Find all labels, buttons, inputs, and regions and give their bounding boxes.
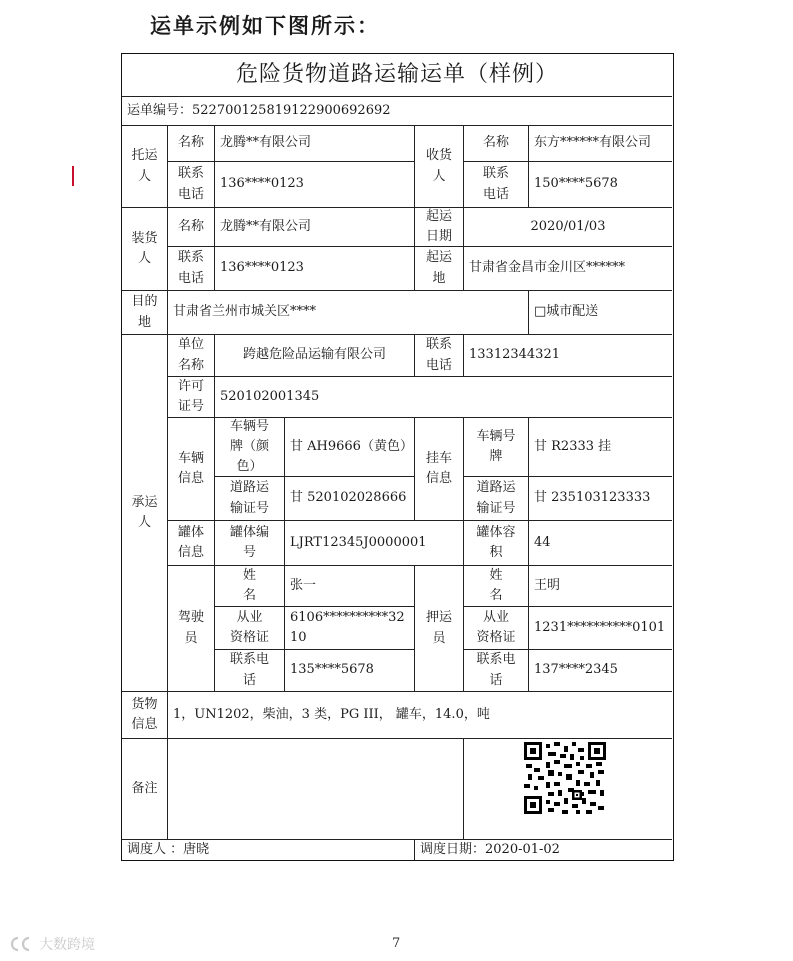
loader-phone: 136****0123 [215,247,415,291]
permit-label: 许可 证号 [168,377,215,418]
trailer-cert-value: 甘 235103123333 [529,477,672,521]
departure-place-label: 起运 地 [415,247,464,291]
city-delivery-checkbox: □城市配送 [529,291,672,335]
consignee-name: 东方******有限公司 [529,126,672,162]
goods-label: 货物 信息 [122,692,168,739]
plate-value: 甘 AH9666（黄色） [285,418,415,477]
destination-value: 甘肃省兰州市城关区**** [168,291,529,335]
consignor-name-label: 名称 [168,126,215,162]
tank-info-label: 罐体 信息 [168,521,215,566]
page-number: 7 [392,936,401,951]
qr-code-icon [524,742,606,814]
margin-red-mark [72,166,74,186]
departure-place: 甘肃省金昌市金川区****** [464,247,672,291]
departure-date-label: 起运 日期 [415,208,464,247]
consignee-name-label: 名称 [464,126,529,162]
consignee-phone-label: 联系 电话 [464,162,529,208]
consignor-phone-label: 联系 电话 [168,162,215,208]
waybill-form [121,53,674,861]
consignor-phone: 136****0123 [215,162,415,208]
driver-label: 驾驶 员 [168,566,215,692]
escort-qual-label: 从业 资格证 [464,607,529,650]
vehicle-cert-value: 甘 520102028666 [285,477,415,521]
driver-phone: 135****5678 [285,650,415,692]
watermark-logo-icon [8,935,36,953]
waybill-number: 运单编号：522700125819122900692692 [122,97,672,126]
escort-label: 押运 员 [415,566,464,692]
carrier-unit: 跨越危险品运输有限公司 [215,335,415,377]
carrier-phone-label: 联系 电话 [415,335,464,377]
watermark [8,934,95,954]
escort-phone: 137****2345 [529,650,672,692]
loader-name-label: 名称 [168,208,215,247]
escort-name: 王明 [529,566,672,607]
carrier-unit-label: 单位 名称 [168,335,215,377]
trailer-plate-label: 车辆号 牌 [464,418,529,477]
vehicle-cert-label: 道路运 输证号 [215,477,285,521]
loader-name: 龙腾**有限公司 [215,208,415,247]
loader-phone-label: 联系 电话 [168,247,215,291]
escort-phone-label: 联系电 话 [464,650,529,692]
trailer-plate-value: 甘 R2333 挂 [529,418,672,477]
watermark-text: 大数跨境 [39,937,95,953]
tank-capacity: 44 [529,521,672,566]
driver-qual: 6106**********32 10 [285,607,415,650]
page-heading: 运单示例如下图所示： [150,14,380,38]
escort-name-label: 姓 名 [464,566,529,607]
escort-qual: 1231**********0101 [529,607,672,650]
permit-number: 520102001345 [215,377,672,418]
loader-label: 装货 人 [122,208,168,291]
driver-phone-label: 联系电 话 [215,650,285,692]
vehicle-info-label: 车辆 信息 [168,418,215,521]
tank-capacity-label: 罐体容 积 [464,521,529,566]
goods-value: 1，UN1202，柴油，3 类，PG III， 罐车，14.0，吨 [168,692,672,739]
dispatcher: 调度人 ：唐晓 [122,840,415,860]
tank-number: LJRT12345J0000001 [285,521,464,566]
driver-name: 张一 [285,566,415,607]
remarks-value [168,739,464,840]
trailer-cert-label: 道路运 输证号 [464,477,529,521]
consignee-label: 收货 人 [415,126,464,208]
consignor-label: 托运 人 [122,126,168,208]
carrier-phone: 13312344321 [464,335,672,377]
consignor-name: 龙腾**有限公司 [215,126,415,162]
trailer-info-label: 挂车 信息 [415,418,464,521]
departure-date: 2020/01/03 [464,208,672,247]
consignee-phone: 150****5678 [529,162,672,208]
plate-label: 车辆号 牌（颜 色） [215,418,285,477]
driver-name-label: 姓 名 [215,566,285,607]
carrier-label: 承运 人 [122,335,168,692]
dispatch-date: 调度日期：2020-01-02 [420,841,560,857]
destination-label: 目的 地 [122,291,168,335]
remarks-label: 备注 [122,739,168,840]
driver-qual-label: 从业 资格证 [215,607,285,650]
tank-number-label: 罐体编 号 [215,521,285,566]
form-title: 危险货物道路运输运单（样例） [122,54,672,97]
